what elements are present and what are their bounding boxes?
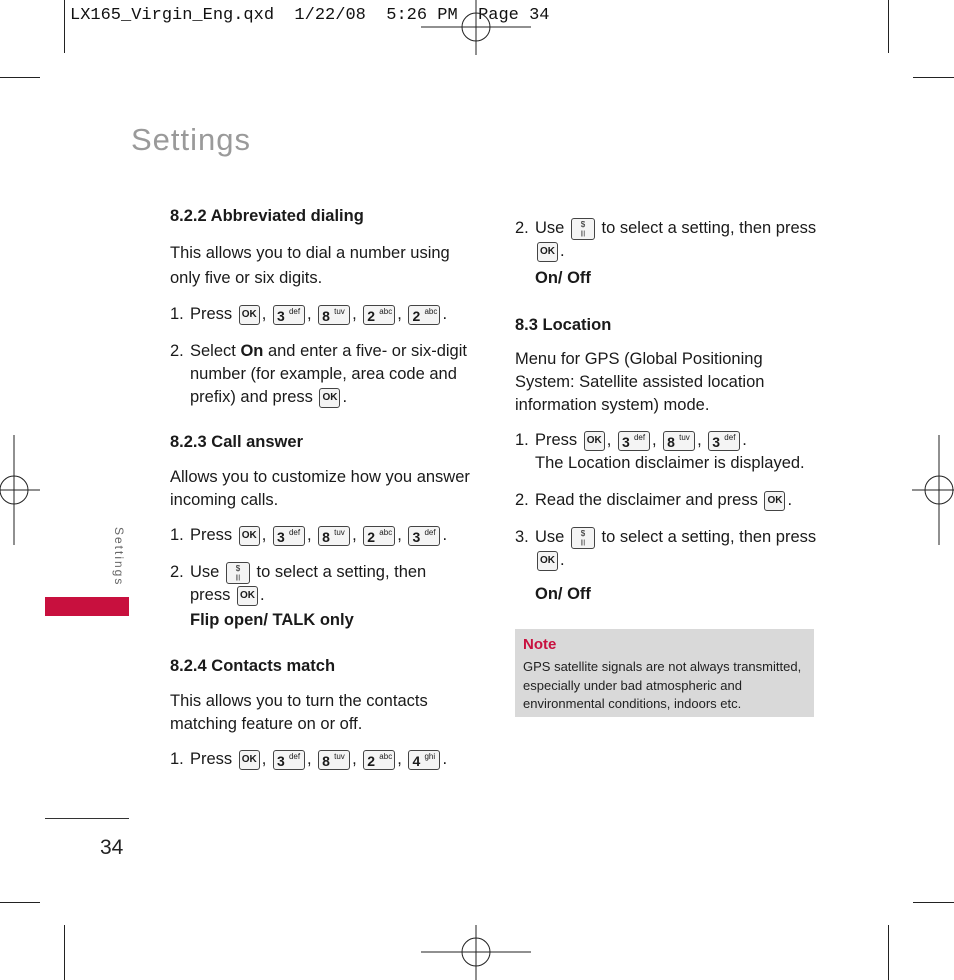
side-section-label: Settings bbox=[112, 527, 126, 587]
key-3-icon: 3 def bbox=[273, 526, 305, 546]
section-heading: 8.2.2 Abbreviated dialing bbox=[170, 207, 364, 225]
ok-key-icon: OK bbox=[239, 305, 260, 325]
left-column bbox=[170, 205, 470, 771]
step-number: 1. bbox=[170, 305, 184, 323]
key-8-icon: 8 tuv bbox=[318, 305, 350, 325]
step-text: Use $ ||| to select a setting, then press OK . bbox=[535, 528, 817, 569]
section-heading: 8.2.4 Contacts match bbox=[170, 657, 336, 675]
section-intro: Allows you to customize how you answer incoming calls. bbox=[170, 468, 470, 509]
side-accent-bar bbox=[45, 597, 129, 616]
step-text: Press OK , 3 def , 8 tuv , 2 abc , 2 abc . bbox=[190, 305, 448, 324]
registration-mark-top bbox=[421, 0, 531, 55]
footer-rule bbox=[45, 818, 129, 819]
key-3-icon: 3 def bbox=[273, 305, 305, 325]
key-3-icon: 3 def bbox=[708, 431, 740, 451]
page-number: 34 bbox=[100, 836, 124, 859]
print-slug: LX165_Virgin_Eng.qxd 1/22/08 5:26 PM Page 34 bbox=[70, 6, 550, 25]
crop-mark bbox=[888, 0, 889, 53]
step-number: 2. bbox=[515, 219, 529, 237]
crop-mark bbox=[64, 0, 65, 53]
step-2 bbox=[515, 217, 820, 263]
note-title: Note bbox=[523, 636, 557, 653]
registration-mark-bottom bbox=[421, 925, 531, 980]
key-2-icon: 2 abc bbox=[363, 750, 395, 770]
key-3-icon: 3 def bbox=[408, 526, 440, 546]
step-number: 1. bbox=[515, 431, 529, 449]
note-body: GPS satellite signals are not always transmitted, especially under bad atmospheric and environmental conditions, indoors etc. bbox=[523, 659, 802, 711]
key-3-icon: 3 def bbox=[273, 750, 305, 770]
navigation-key-icon: $ ||| bbox=[571, 218, 595, 240]
section-intro: Menu for GPS (Global Positioning System: Satellite assisted location information system) mode. bbox=[515, 350, 765, 414]
navigation-key-icon: $ ||| bbox=[226, 562, 250, 584]
key-2-icon: 2 abc bbox=[363, 305, 395, 325]
step-1 bbox=[515, 429, 820, 475]
ok-key-icon: OK bbox=[319, 388, 340, 408]
ok-key-icon: OK bbox=[537, 242, 558, 262]
step-1 bbox=[170, 303, 470, 326]
step-number: 1. bbox=[170, 526, 184, 544]
step-text-press: Press bbox=[190, 305, 233, 323]
step-1 bbox=[170, 748, 470, 771]
step-text: Press OK , 3 def , 8 tuv , 3 def . The Location disclaimer is displayed. bbox=[535, 431, 805, 472]
setting-options: On/ Off bbox=[535, 269, 591, 287]
crop-mark bbox=[913, 902, 954, 903]
key-2-icon: 2 abc bbox=[363, 526, 395, 546]
key-8-icon: 8 tuv bbox=[318, 750, 350, 770]
section-heading: 8.3 Location bbox=[515, 316, 612, 334]
step-number: 2. bbox=[170, 563, 184, 581]
key-4-icon: 4 ghi bbox=[408, 750, 440, 770]
crop-mark bbox=[0, 902, 40, 903]
right-column bbox=[515, 217, 820, 606]
key-2-icon: 2 abc bbox=[408, 305, 440, 325]
ok-key-icon: OK bbox=[239, 750, 260, 770]
step-3 bbox=[515, 526, 820, 572]
step-number: 2. bbox=[170, 342, 184, 360]
section-heading: 8.2.3 Call answer bbox=[170, 433, 303, 451]
setting-options: Flip open/ TALK only bbox=[190, 611, 354, 629]
step-2 bbox=[170, 561, 470, 607]
step-1 bbox=[170, 524, 470, 547]
step-text: Use $ ||| to select a setting, then press OK . bbox=[535, 219, 817, 260]
step-text: Press OK , 3 def , 8 tuv , 2 abc , 4 ghi . bbox=[190, 750, 448, 769]
step-subtext: The Location disclaimer is displayed. bbox=[535, 454, 805, 472]
step-text: Use $ ||| to select a setting, then press OK . bbox=[190, 563, 427, 604]
crop-mark bbox=[0, 77, 40, 78]
step-2 bbox=[515, 489, 820, 512]
registration-mark-right bbox=[912, 435, 954, 545]
ok-key-icon: OK bbox=[764, 491, 785, 511]
step-2 bbox=[170, 340, 470, 409]
step-number: 2. bbox=[515, 491, 529, 509]
step-text: Read the disclaimer and press OK . bbox=[535, 491, 793, 509]
note-box bbox=[515, 629, 814, 717]
key-8-icon: 8 tuv bbox=[318, 526, 350, 546]
ok-key-icon: OK bbox=[584, 431, 605, 451]
ok-key-icon: OK bbox=[537, 551, 558, 571]
page-title: Settings bbox=[131, 122, 252, 157]
key-8-icon: 8 tuv bbox=[663, 431, 695, 451]
crop-mark bbox=[913, 77, 954, 78]
setting-options: On/ Off bbox=[535, 585, 591, 603]
section-intro: This allows you to dial a number using only five or six digits. bbox=[170, 244, 450, 287]
step-number: 3. bbox=[515, 528, 529, 546]
registration-mark-left bbox=[0, 435, 40, 545]
key-3-icon: 3 def bbox=[618, 431, 650, 451]
step-number: 1. bbox=[170, 750, 184, 768]
step-text: Select On and enter a five- or six-digit number (for example, area code and prefix) and press OK . bbox=[190, 342, 467, 406]
ok-key-icon: OK bbox=[239, 526, 260, 546]
crop-mark bbox=[888, 925, 889, 980]
step-text: Press OK , 3 def , 8 tuv , 2 abc , 3 def . bbox=[190, 526, 448, 545]
navigation-key-icon: $ ||| bbox=[571, 527, 595, 549]
section-intro: This allows you to turn the contacts matching feature on or off. bbox=[170, 692, 428, 733]
ok-key-icon: OK bbox=[237, 586, 258, 606]
crop-mark bbox=[64, 925, 65, 980]
